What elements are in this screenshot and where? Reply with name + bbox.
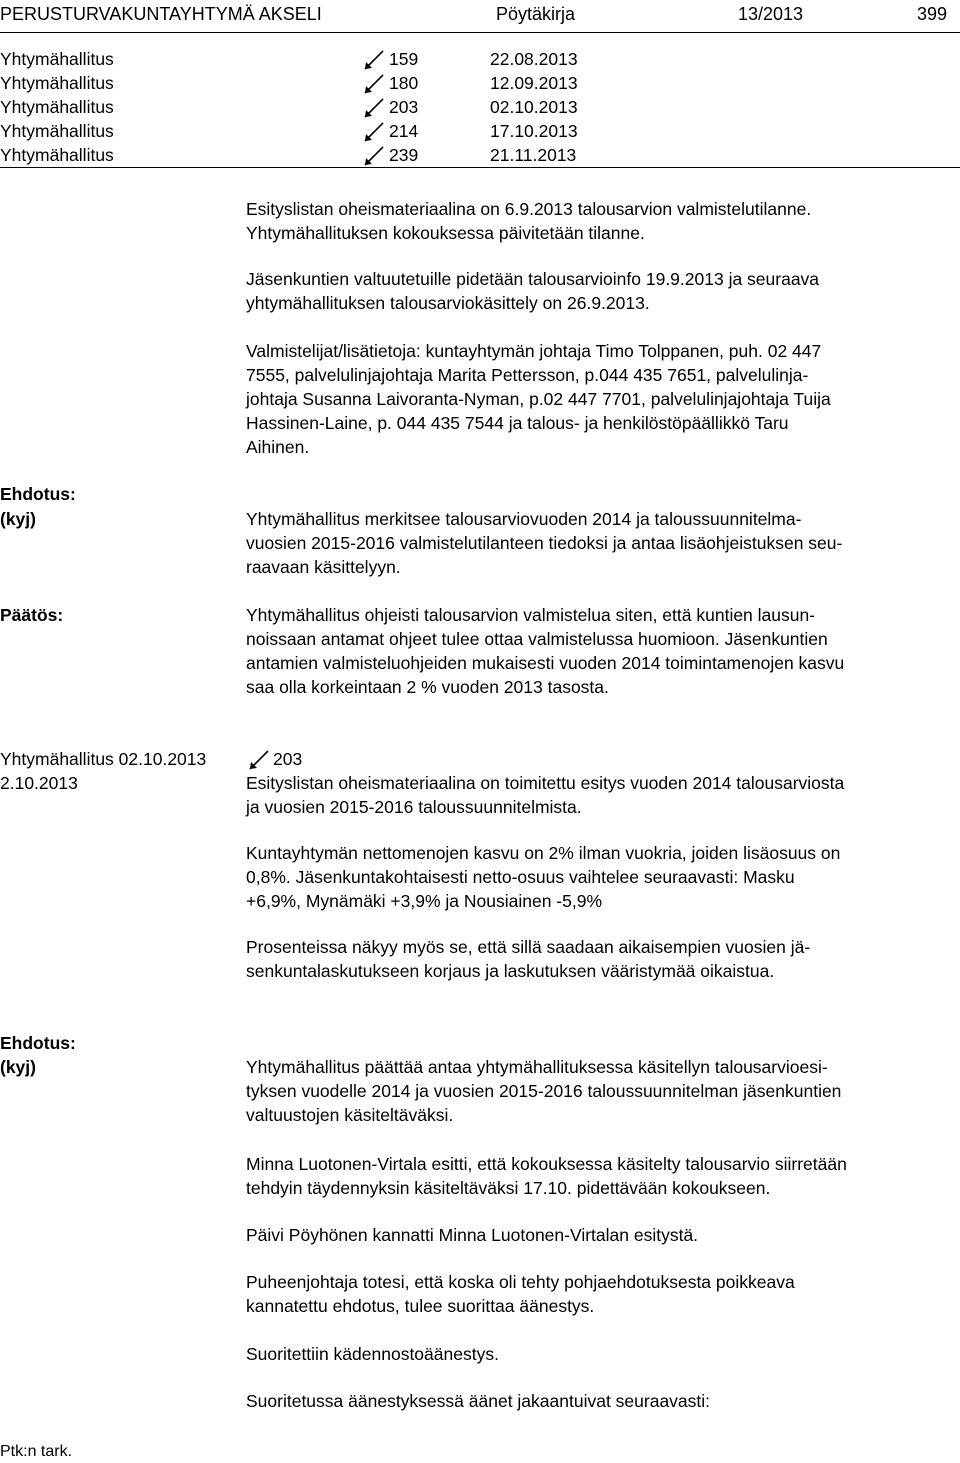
protocol-number: 13/2013	[738, 4, 804, 24]
reference-arrow-icon	[248, 749, 270, 771]
meeting-section[interactable]: 203	[273, 749, 303, 769]
block1-preparers-paragraph: Valmistelijat/lisätietoja: kuntayhtymän johtaja Timo Tolppanen, puh. 02 447 7555, palvelulinjajohtaja Marita Pettersson, p.044 435 7651, palvelulinja- johtaja Susanna Laivoranta-Nyman, p.02 447 7701, palvelulinjajohtaja Tuija Hassinen-Laine, p. 044 435 7544 ja talous- ja henkilöstöpäällikkö Taru Aihinen.	[246, 341, 831, 457]
history-body: Yhtymähallitus	[0, 73, 114, 93]
history-date: 02.10.2013	[490, 97, 578, 117]
meeting-heading: Yhtymähallitus 02.10.2013	[0, 749, 207, 769]
reference-arrow-icon	[363, 145, 385, 167]
decision-label: Päätös:	[0, 605, 64, 625]
block2-paragraph-7: Suoritettiin kädennostoäänestys.	[246, 1344, 499, 1364]
block1-paragraph-2: Jäsenkuntien valtuutetuille pidetään talousarvioinfo 19.9.2013 ja seuraava yhtymähallituksen talousarviokäsittely on 26.9.2013.	[246, 269, 820, 313]
reference-arrow-icon	[363, 73, 385, 95]
history-date: 21.11.2013	[490, 145, 577, 165]
proposal-sublabel: (kyj)	[0, 1057, 36, 1077]
proposal-label: Ehdotus:	[0, 1033, 76, 1053]
history-section[interactable]: 239	[389, 145, 419, 165]
meeting-date: 2.10.2013	[0, 773, 78, 793]
history-date: 17.10.2013	[490, 121, 578, 141]
page-number: 399	[917, 4, 948, 24]
proposal-sublabel: (kyj)	[0, 509, 36, 529]
block1-paragraph-1: Esityslistan oheismateriaalina on 6.9.2013 talousarvion valmistelutilanne. Yhtymähallituksen kokouksessa päivitetään tilanne.	[246, 199, 812, 243]
history-date: 12.09.2013	[490, 73, 578, 93]
footer-label: Ptk:n tark.	[0, 1443, 73, 1460]
block2-paragraph-4: Minna Luotonen-Virtala esitti, että kokouksessa käsitelty talousarvio siirretään tehdyin täydennyksin käsiteltäväksi 17.10. pidettävään kokoukseen.	[246, 1154, 847, 1198]
block2-proposal-text: Yhtymähallitus päättää antaa yhtymähallituksessa käsitellyn talousarvioesi- tyksen vuodelle 2014 ja vuosien 2015-2016 taloussuunnitelman jäsenkuntien valtuustojen käsiteltäväksi.	[246, 1057, 842, 1125]
history-body: Yhtymähallitus	[0, 97, 114, 117]
proposal-label: Ehdotus:	[0, 484, 76, 504]
block2-paragraph-3: Prosenteissa näkyy myös se, että sillä saadaan aikaisempien vuosien jä- senkuntalaskutukseen korjaus ja laskutuksen vääristymää oikaistua.	[246, 937, 811, 981]
history-section[interactable]: 180	[389, 73, 419, 93]
org-name: PERUSTURVAKUNTAYHTYMÄ AKSELI	[0, 4, 322, 24]
history-body: Yhtymähallitus	[0, 121, 114, 141]
history-section[interactable]: 203	[389, 97, 419, 117]
reference-arrow-icon	[363, 121, 385, 143]
block1-decision-text: Yhtymähallitus ohjeisti talousarvion valmistelua siten, että kuntien lausun- noissaan antamat ohjeet tulee ottaa valmistelussa huomioon. Jäsenkuntien antamien valmisteluohjeiden mukaisesti vuoden 2014 toimintamenojen kasvu saa olla korkeintaan 2 % vuoden 2013 tasosta.	[246, 605, 845, 697]
block2-paragraph-5: Päivi Pöyhönen kannatti Minna Luotonen-Virtalan esitystä.	[246, 1225, 699, 1245]
block2-paragraph-1: Esityslistan oheismateriaalina on toimitettu esitys vuoden 2014 talousarviosta ja vuosien 2015-2016 taloussuunnitelmista.	[246, 773, 845, 817]
history-body: Yhtymähallitus	[0, 145, 114, 165]
reference-arrow-icon	[363, 49, 385, 71]
history-body: Yhtymähallitus	[0, 49, 114, 69]
document-type: Pöytäkirja	[496, 4, 576, 24]
history-section[interactable]: 214	[389, 121, 419, 141]
history-rule	[0, 167, 960, 168]
reference-arrow-icon	[363, 97, 385, 119]
block2-paragraph-8: Suoritetussa äänestyksessä äänet jakaantuivat seuraavasti:	[246, 1391, 711, 1411]
header-rule	[0, 32, 960, 33]
history-date: 22.08.2013	[490, 49, 578, 69]
block1-proposal-text: Yhtymähallitus merkitsee talousarviovuoden 2014 ja taloussuunnitelma- vuosien 2015-2016 valmistelutilanteen tiedoksi ja antaa lisäohjeistuksen seu- raavaan käsittelyyn.	[246, 509, 843, 577]
history-section[interactable]: 159	[389, 49, 419, 69]
block2-paragraph-2: Kuntayhtymän nettomenojen kasvu on 2% ilman vuokria, joiden lisäosuus on 0,8%. Jäsenkuntakohtaisesti netto-osuus vaihtelee seuraavasti: Masku +6,9%, Mynämäki +3,9% ja Nousiainen -5,9%	[246, 843, 841, 911]
block2-paragraph-6: Puheenjohtaja totesi, että koska oli tehty pohjaehdotuksesta poikkeava kannatettu ehdotus, tulee suorittaa äänestys.	[246, 1272, 795, 1316]
